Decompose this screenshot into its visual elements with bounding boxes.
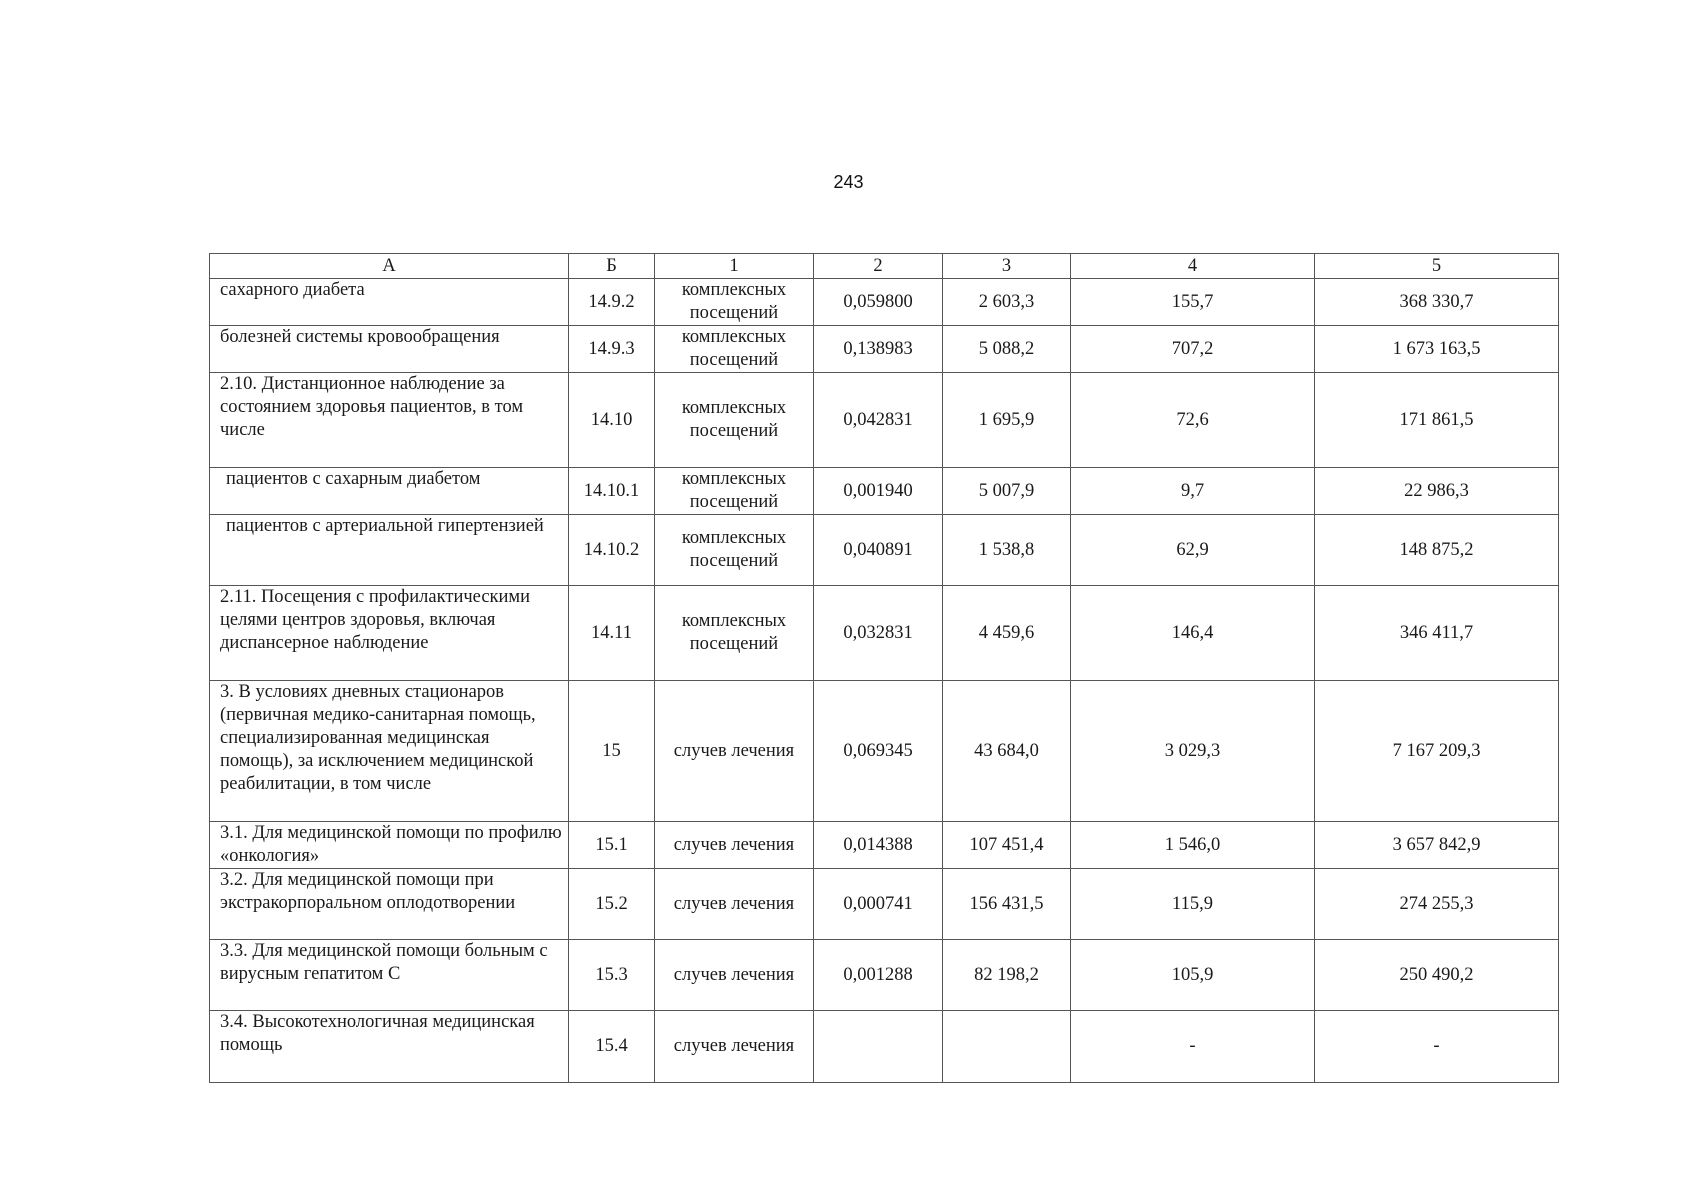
cell-code: 15 bbox=[569, 681, 655, 822]
cell-col-4: 3 029,3 bbox=[1071, 681, 1315, 822]
cell-col-2: 0,042831 bbox=[814, 373, 943, 468]
cell-col-4: 146,4 bbox=[1071, 586, 1315, 681]
cell-code: 15.3 bbox=[569, 940, 655, 1011]
data-table bbox=[209, 253, 1559, 1083]
cell-unit: комплексных посещений bbox=[655, 468, 814, 515]
cell-col-5: 274 255,3 bbox=[1315, 869, 1559, 940]
cell-unit: комплексных посещений bbox=[655, 326, 814, 373]
cell-col-4: 72,6 bbox=[1071, 373, 1315, 468]
cell-name-text: пациентов с артериальной гипертензией bbox=[226, 516, 544, 536]
table-row bbox=[210, 515, 1559, 586]
cell-col-2: 0,000741 bbox=[814, 869, 943, 940]
cell-code: 15.1 bbox=[569, 822, 655, 869]
cell-name bbox=[210, 468, 569, 515]
cell-unit: случев лечения bbox=[655, 681, 814, 822]
header-col-3: 3 bbox=[943, 254, 1071, 279]
cell-name: 3. В условиях дневных стационаров (первичная медико-санитарная помощь, специализированная медицинская помощь), за исключением медицинской реабилитации, в том числе bbox=[210, 681, 569, 822]
cell-col-3: 43 684,0 bbox=[943, 681, 1071, 822]
cell-col-5: 1 673 163,5 bbox=[1315, 326, 1559, 373]
cell-code: 14.9.3 bbox=[569, 326, 655, 373]
cell-col-3: 2 603,3 bbox=[943, 279, 1071, 326]
header-col-b: Б bbox=[569, 254, 655, 279]
cell-col-5: 148 875,2 bbox=[1315, 515, 1559, 586]
table-row bbox=[210, 869, 1559, 940]
cell-col-2: 0,040891 bbox=[814, 515, 943, 586]
cell-unit: случев лечения bbox=[655, 940, 814, 1011]
table-row bbox=[210, 822, 1559, 869]
cell-col-2: 0,014388 bbox=[814, 822, 943, 869]
cell-col-2: 0,069345 bbox=[814, 681, 943, 822]
header-col-4: 4 bbox=[1071, 254, 1315, 279]
cell-col-2 bbox=[814, 1011, 943, 1083]
cell-col-5: 3 657 842,9 bbox=[1315, 822, 1559, 869]
cell-col-5: 346 411,7 bbox=[1315, 586, 1559, 681]
cell-col-4: 115,9 bbox=[1071, 869, 1315, 940]
cell-name: 3.2. Для медицинской помощи при экстракорпоральном оплодотворении bbox=[210, 869, 569, 940]
cell-code: 14.10 bbox=[569, 373, 655, 468]
cell-col-4: 707,2 bbox=[1071, 326, 1315, 373]
cell-col-4: 1 546,0 bbox=[1071, 822, 1315, 869]
table-row bbox=[210, 1011, 1559, 1083]
cell-name: 3.4. Высокотехнологичная медицинская помощь bbox=[210, 1011, 569, 1083]
cell-code: 15.2 bbox=[569, 869, 655, 940]
table-row bbox=[210, 940, 1559, 1011]
cell-unit: случев лечения bbox=[655, 822, 814, 869]
cell-col-3: 1 538,8 bbox=[943, 515, 1071, 586]
cell-col-3: 82 198,2 bbox=[943, 940, 1071, 1011]
cell-code: 14.11 bbox=[569, 586, 655, 681]
cell-col-2: 0,059800 bbox=[814, 279, 943, 326]
cell-col-5: 368 330,7 bbox=[1315, 279, 1559, 326]
cell-unit: комплексных посещений bbox=[655, 279, 814, 326]
cell-col-3: 5 088,2 bbox=[943, 326, 1071, 373]
cell-col-4: 9,7 bbox=[1071, 468, 1315, 515]
header-col-a: А bbox=[210, 254, 569, 279]
table-row bbox=[210, 586, 1559, 681]
header-col-5: 5 bbox=[1315, 254, 1559, 279]
cell-unit: комплексных посещений bbox=[655, 586, 814, 681]
cell-name: сахарного диабета bbox=[210, 279, 569, 326]
cell-col-4: 62,9 bbox=[1071, 515, 1315, 586]
cell-name: 2.11. Посещения с профилактическими целями центров здоровья, включая диспансерное наблюдение bbox=[210, 586, 569, 681]
table-row bbox=[210, 326, 1559, 373]
table-row bbox=[210, 468, 1559, 515]
header-col-2: 2 bbox=[814, 254, 943, 279]
table-row bbox=[210, 279, 1559, 326]
cell-code: 14.10.1 bbox=[569, 468, 655, 515]
cell-unit: случев лечения bbox=[655, 1011, 814, 1083]
table-header-row bbox=[210, 254, 1559, 279]
cell-name: 3.1. Для медицинской помощи по профилю «онкология» bbox=[210, 822, 569, 869]
cell-col-5: 22 986,3 bbox=[1315, 468, 1559, 515]
cell-col-2: 0,001288 bbox=[814, 940, 943, 1011]
cell-col-3: 156 431,5 bbox=[943, 869, 1071, 940]
cell-code: 14.10.2 bbox=[569, 515, 655, 586]
cell-col-3: 107 451,4 bbox=[943, 822, 1071, 869]
table-row bbox=[210, 681, 1559, 822]
cell-col-3: 1 695,9 bbox=[943, 373, 1071, 468]
cell-col-2: 0,138983 bbox=[814, 326, 943, 373]
cell-col-3: 4 459,6 bbox=[943, 586, 1071, 681]
cell-col-5: 7 167 209,3 bbox=[1315, 681, 1559, 822]
cell-col-4: 155,7 bbox=[1071, 279, 1315, 326]
header-col-1: 1 bbox=[655, 254, 814, 279]
cell-col-3 bbox=[943, 1011, 1071, 1083]
cell-code: 14.9.2 bbox=[569, 279, 655, 326]
cell-code: 15.4 bbox=[569, 1011, 655, 1083]
cell-unit: случев лечения bbox=[655, 869, 814, 940]
cell-col-2: 0,032831 bbox=[814, 586, 943, 681]
cell-col-5: 171 861,5 bbox=[1315, 373, 1559, 468]
cell-col-5: 250 490,2 bbox=[1315, 940, 1559, 1011]
cell-col-4: 105,9 bbox=[1071, 940, 1315, 1011]
cell-name-text: пациентов с сахарным диабетом bbox=[226, 469, 481, 489]
cell-col-4: - bbox=[1071, 1011, 1315, 1083]
cell-col-3: 5 007,9 bbox=[943, 468, 1071, 515]
cell-col-5: - bbox=[1315, 1011, 1559, 1083]
cell-col-2: 0,001940 bbox=[814, 468, 943, 515]
cell-unit: комплексных посещений bbox=[655, 515, 814, 586]
cell-name: болезней системы кровообращения bbox=[210, 326, 569, 373]
cell-name: 2.10. Дистанционное наблюдение за состоянием здоровья пациентов, в том числе bbox=[210, 373, 569, 468]
cell-name bbox=[210, 515, 569, 586]
cell-unit: комплексных посещений bbox=[655, 373, 814, 468]
page-number: 243 bbox=[833, 172, 864, 192]
table-row bbox=[210, 373, 1559, 468]
cell-name: 3.3. Для медицинской помощи больным с вирусным гепатитом С bbox=[210, 940, 569, 1011]
